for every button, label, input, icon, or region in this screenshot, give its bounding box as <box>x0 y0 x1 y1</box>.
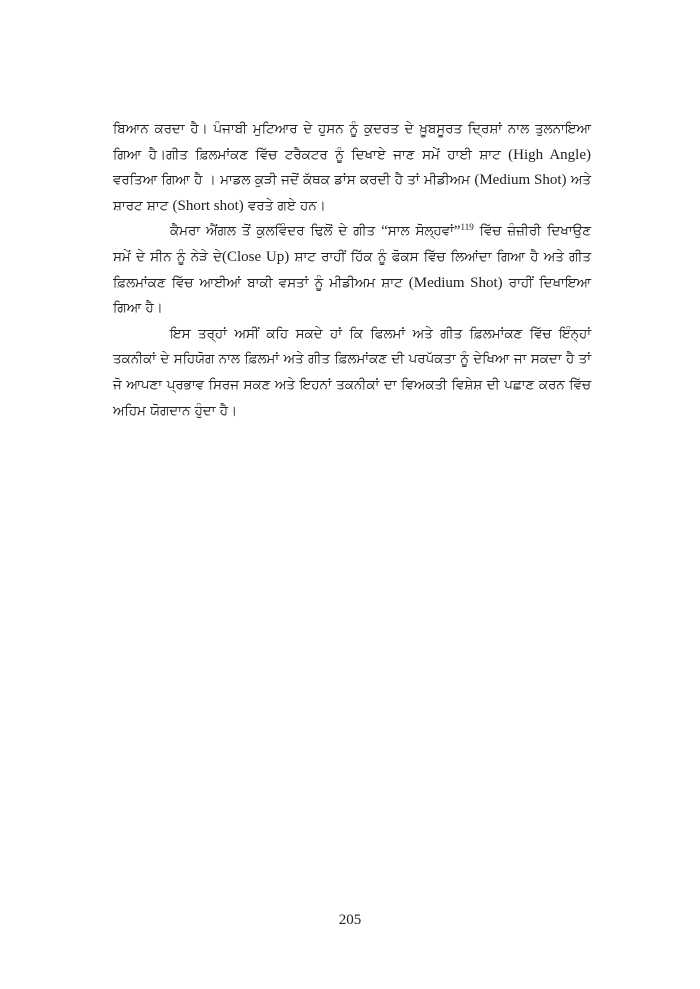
paragraph-2 <box>113 219 591 321</box>
text-segment: ਇਸ ਤਰ੍ਹਾਂ ਅਸੀਂ ਕਹਿ ਸਕਦੇ ਹਾਂ ਕਿ ਫਿਲਮਾਂ ਅਤੇ ਗੀਤ ਫ਼ਿਲਮਾਂਕਣ ਵਿੱਚ ਇੰਨ੍ਹਾਂ ਤਕਨੀਕਾਂ ਦੇ ਸਹਿਯੋਗ ਨਾਲ ਫ਼ਿਲਮਾਂ ਅਤੇ ਗੀਤ ਫ਼ਿਲਮਾਂਕਣ ਦੀ ਪਰਪੱਕਤਾ ਨੂੰ ਦੇਖਿਆ ਜਾ ਸਕਦਾ ਹੈ ਤਾਂ ਜੋ ਆਪਣਾ ਪ੍ਰਭਾਵ ਸਿਰਜ ਸਕਣ ਅਤੇ ਇਹਨਾਂ ਤਕਨੀਕਾਂ ਦਾ ਵਿਅਕਤੀ ਵਿਸ਼ੇਸ਼ ਦੀ ਪਛਾਣ ਕਰਨ ਵਿੱਚ ਅਹਿਮ ਯੋਗਦਾਨ ਹੁੰਦਾ ਹੈ। <box>113 326 591 419</box>
latin-text-segment: (Medium Shot) <box>408 274 503 291</box>
text-segment: ਸਾਲ ਸੋਲ੍ਹਵਾਂ <box>387 224 454 240</box>
paragraph-3 <box>113 322 591 424</box>
latin-text-segment: (High Angle) <box>508 146 591 163</box>
text-segment: ਵਰਤਿਆ ਗਿਆ ਹੈ । ਮਾਡਲ ਕੁੜੀ ਜਦੋਂ ਕੱਥਕ ਡਾਂਸ ਕਰਦੀ ਹੈ ਤਾਂ ਮੀਡੀਅਮ <box>113 173 475 189</box>
text-segment: ਕੈਮਰਾ ਐਂਗਲ ਤੋਂ ਕੁਲਵਿੰਦਰ ਢਿਲੋਂ ਦੇ ਗੀਤ <box>170 224 382 240</box>
text-segment: ਬਿਆਨ ਕਰਦਾ ਹੈ। ਪੰਜਾਬੀ ਮੁਟਿਆਰ ਦੇ ਹੁਸਨ ਨੂੰ ਕੁਦਰਤ ਦੇ ਖ਼ੂਬਸੂਰਤ ਦ੍ਰਿਸ਼ਾਂ ਨਾਲ ਤੁਲਨਾਇਆ ਗਿਆ ਹੈ।ਗੀਤ ਫ਼ਿਲਮਾਂਕਣ ਵਿੱਚ ਟਰੈਕਟਰ ਨੂੰ ਦਿਖਾਏ ਜਾਣ ਸਮੇਂ ਹਾਈ ਸ਼ਾਟ <box>113 122 591 163</box>
text-segment: ਵਰਤੇ ਗਏ ਹਨ। <box>243 198 326 214</box>
text-segment: ਅਤੇ ਸ਼ਾਰਟ ਸ਼ਾਟ <box>113 173 591 214</box>
text-segment: ਸ਼ਾਟ ਰਾਹੀਂ ਹਿੱਕ ਨੂੰ ਫੋਕਸ ਵਿੱਚ ਲਿਆਂਦਾ ਗਿਆ ਹੈ ਅਤੇ ਗੀਤ ਫ਼ਿਲਮਾਂਕਣ ਵਿੱਚ ਆਈਆਂ ਬਾਕੀ ਵਸਤਾਂ ਨੂੰ ਮੀਡੀਅਮ ਸ਼ਾਟ <box>113 249 591 291</box>
latin-text-segment: (Short shot) <box>172 197 244 214</box>
paragraph-1 <box>113 117 591 219</box>
latin-text-segment: “ <box>381 223 388 240</box>
latin-text-segment: (Close Up) <box>221 248 290 265</box>
body-text <box>113 117 591 424</box>
text-segment: ਵਿੱਚ ਜ਼ੰਜ਼ੀਰੀ ਦਿਖਾਉਣ ਸਮੇਂ ਦੇ ਸੀਨ ਨੂੰ ਨੇੜੇ ਦੇ <box>113 224 592 265</box>
footnote-reference: 119 <box>460 222 474 233</box>
latin-text-segment: ” <box>453 223 461 240</box>
latin-text-segment: (Medium Shot) <box>474 172 567 189</box>
text-segment: ਰਾਹੀਂ ਦਿਖਾਇਆ ਗਿਆ ਹੈ। <box>113 275 591 317</box>
page-number: 205 <box>338 912 362 928</box>
